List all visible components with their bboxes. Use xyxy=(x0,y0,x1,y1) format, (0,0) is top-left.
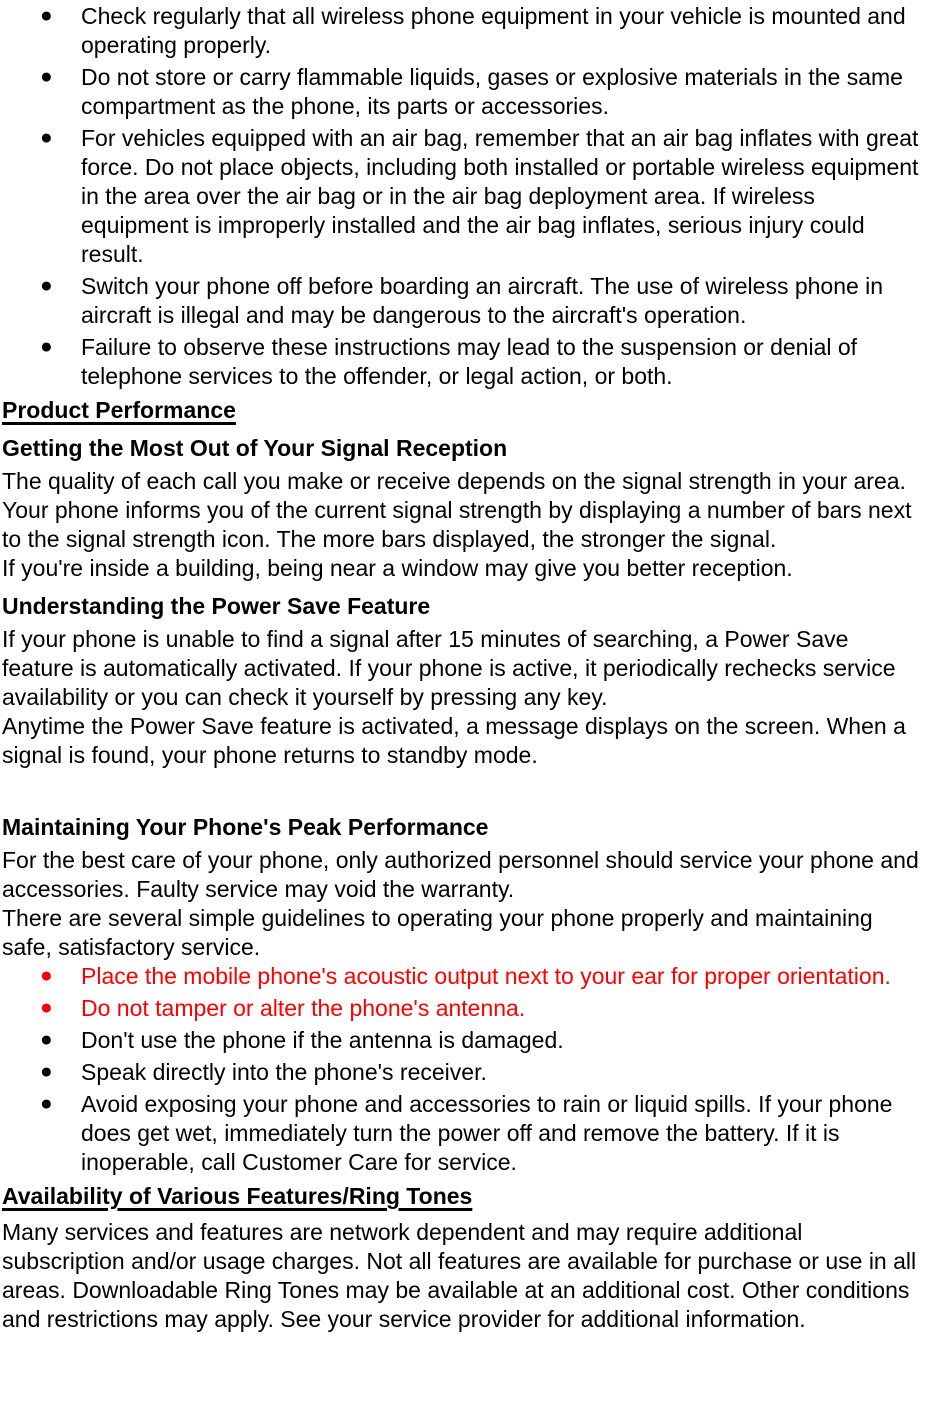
section-title-availability: Availability of Various Features/Ring Tones xyxy=(2,1183,473,1209)
list-item-text: Avoid exposing your phone and accessories to rain or liquid spills. If your phone does get wet, immediately turn the power off and remove the battery. If it is inoperable, call Customer Care for service. xyxy=(81,1091,893,1175)
list-item xyxy=(2,333,922,391)
list-item-text: Speak directly into the phone's receiver. xyxy=(81,1059,487,1085)
list-item xyxy=(2,2,922,60)
subheading-peak-performance: Maintaining Your Phone's Peak Performance xyxy=(2,814,489,840)
paragraph-authorized-service: For the best care of your phone, only authorized personnel should service your phone and accessories. Faulty service may void the warranty. xyxy=(2,847,919,902)
subheading-signal-reception: Getting the Most Out of Your Signal Reception xyxy=(2,435,508,461)
list-item xyxy=(2,1026,922,1055)
list-item xyxy=(2,994,922,1023)
blank-line xyxy=(2,770,922,804)
list-item xyxy=(2,272,922,330)
section-title-product-performance: Product Performance xyxy=(2,397,236,423)
list-item xyxy=(2,962,922,991)
bullet-icon: ● xyxy=(40,964,53,987)
list-item xyxy=(2,1090,922,1177)
bullet-icon: ● xyxy=(40,996,53,1019)
list-item-text: Place the mobile phone's acoustic output next to your ear for proper orientation. xyxy=(81,963,891,989)
subheading-power-save: Understanding the Power Save Feature xyxy=(2,593,431,619)
list-item-text: Failure to observe these instructions may lead to the suspension or denial of telephone services to the offender, or legal action, or both. xyxy=(81,334,858,389)
paragraph-signal-quality: The quality of each call you make or receive depends on the signal strength in your area. Your phone informs you of the current signal strength by displaying a number of bars next to the signal strength icon. The more bars displayed, the stronger the signal. xyxy=(2,468,912,552)
list-item xyxy=(2,124,922,269)
list-item-text: Do not store or carry flammable liquids, gases or explosive materials in the same compartment as the phone, its parts or accessories. xyxy=(81,64,903,119)
bullet-icon: ● xyxy=(40,335,53,358)
list-item xyxy=(2,1058,922,1087)
paragraph-window-reception: If you're inside a building, being near a window may give you better reception. xyxy=(2,555,793,581)
list-item-text: Check regularly that all wireless phone equipment in your vehicle is mounted and operating properly. xyxy=(81,3,906,58)
list-item-text: Switch your phone off before boarding an aircraft. The use of wireless phone in aircraft is illegal and may be dangerous to the aircraft's operation. xyxy=(81,273,884,328)
paragraph-power-save-1: If your phone is unable to find a signal after 15 minutes of searching, a Power Save feature is automatically activated. If your phone is active, it periodically rechecks service availability or you can check it yourself by pressing any key. xyxy=(2,626,896,710)
list-item-text: Do not tamper or alter the phone's antenna. xyxy=(81,995,526,1021)
bullet-icon: ● xyxy=(40,1060,53,1083)
bullet-icon: ● xyxy=(40,65,53,88)
paragraph-power-save-2: Anytime the Power Save feature is activated, a message displays on the screen. When a signal is found, your phone returns to standby mode. xyxy=(2,713,906,768)
paragraph-simple-guidelines: There are several simple guidelines to operating your phone properly and maintaining safe, satisfactory service. xyxy=(2,905,873,960)
list-item-text: For vehicles equipped with an air bag, remember that an air bag inflates with great force. Do not place objects, including both installed or portable wireless equipment in the area over the air bag or in the air bag deployment area. If wireless equipment is improperly installed and the air bag inflates, serious injury could result. xyxy=(81,125,919,267)
bullet-icon: ● xyxy=(40,1092,53,1115)
safety-guidelines-list xyxy=(2,2,922,391)
bullet-icon: ● xyxy=(40,1028,53,1051)
list-item-text: Don't use the phone if the antenna is damaged. xyxy=(81,1027,564,1053)
list-item xyxy=(2,63,922,121)
operating-guidelines-list xyxy=(2,962,922,1177)
paragraph-availability: Many services and features are network dependent and may require additional subscription and/or usage charges. Not all features are available for purchase or use in all areas. Downloadable Ring Tones may be available at an additional cost. Other conditions and restrictions may apply. See your service provider for additional information. xyxy=(2,1219,917,1332)
bullet-icon: ● xyxy=(40,126,53,149)
bullet-icon: ● xyxy=(40,4,53,27)
bullet-icon: ● xyxy=(40,274,53,297)
